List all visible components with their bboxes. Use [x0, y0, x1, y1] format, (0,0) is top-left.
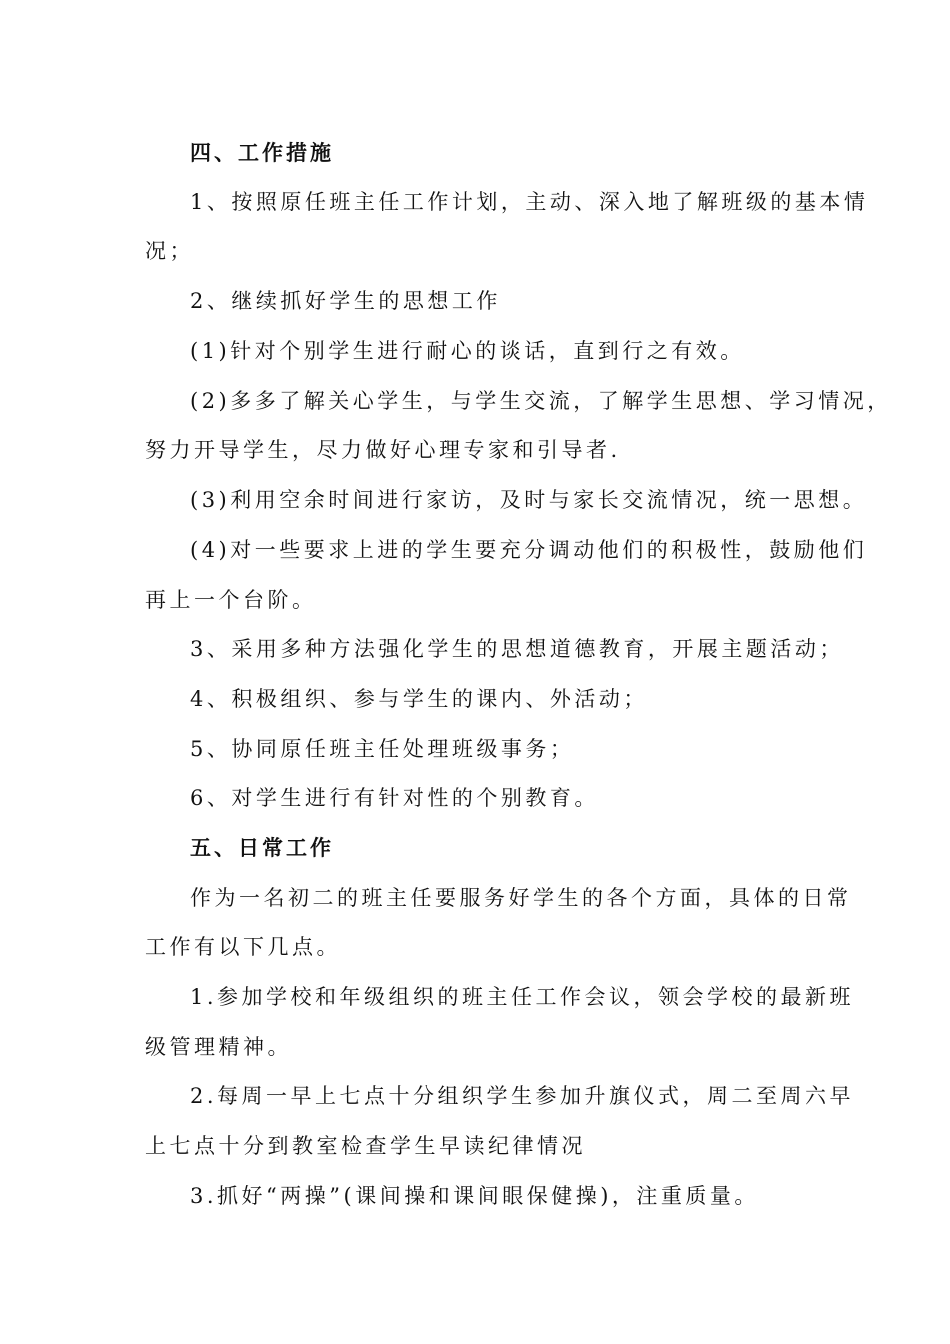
- section-heading-measures: 四、工作措施: [190, 140, 334, 165]
- paragraph-line: (2)多多了解关心学生，与学生交流，了解学生思想、学习情况，: [190, 389, 892, 413]
- paragraph-line: (1)针对个别学生进行耐心的谈话，直到行之有效。: [190, 339, 745, 363]
- section-heading-daily-work: 五、日常工作: [190, 835, 334, 860]
- paragraph-line: (4)对一些要求上进的学生要充分调动他们的积极性，鼓励他们: [190, 538, 868, 562]
- paragraph-line: 6、对学生进行有针对性的个别教育。: [190, 786, 599, 810]
- paragraph-line: 2、继续抓好学生的思想工作: [190, 289, 501, 313]
- paragraph-line: 作为一名初二的班主任要服务好学生的各个方面，具体的日常: [190, 886, 852, 910]
- paragraph-line: 上七点十分到教室检查学生早读纪律情况: [145, 1134, 586, 1158]
- paragraph-line: 再上一个台阶。: [145, 588, 317, 612]
- paragraph-line: 5、协同原任班主任处理班级事务；: [190, 737, 575, 761]
- paragraph-line: 努力开导学生，尽力做好心理专家和引导者.: [145, 438, 621, 462]
- paragraph-line: 况；: [145, 239, 194, 263]
- paragraph-line: 2.每周一早上七点十分组织学生参加升旗仪式，周二至周六早: [190, 1084, 855, 1108]
- paragraph-line: 级管理精神。: [145, 1035, 292, 1059]
- paragraph-line: 1.参加学校和年级组织的班主任工作会议，领会学校的最新班: [190, 985, 855, 1009]
- paragraph-line: 4、积极组织、参与学生的课内、外活动；: [190, 687, 648, 711]
- paragraph-line: (3)利用空余时间进行家访，及时与家长交流情况，统一思想。: [190, 488, 868, 512]
- paragraph-line: 3、采用多种方法强化学生的思想道德教育，开展主题活动；: [190, 637, 844, 661]
- paragraph-line: 3.抓好“两操”(课间操和课间眼保健操)，注重质量。: [190, 1184, 759, 1208]
- paragraph-line: 1、按照原任班主任工作计划，主动、深入地了解班级的基本情: [190, 190, 869, 214]
- paragraph-line: 工作有以下几点。: [145, 935, 341, 959]
